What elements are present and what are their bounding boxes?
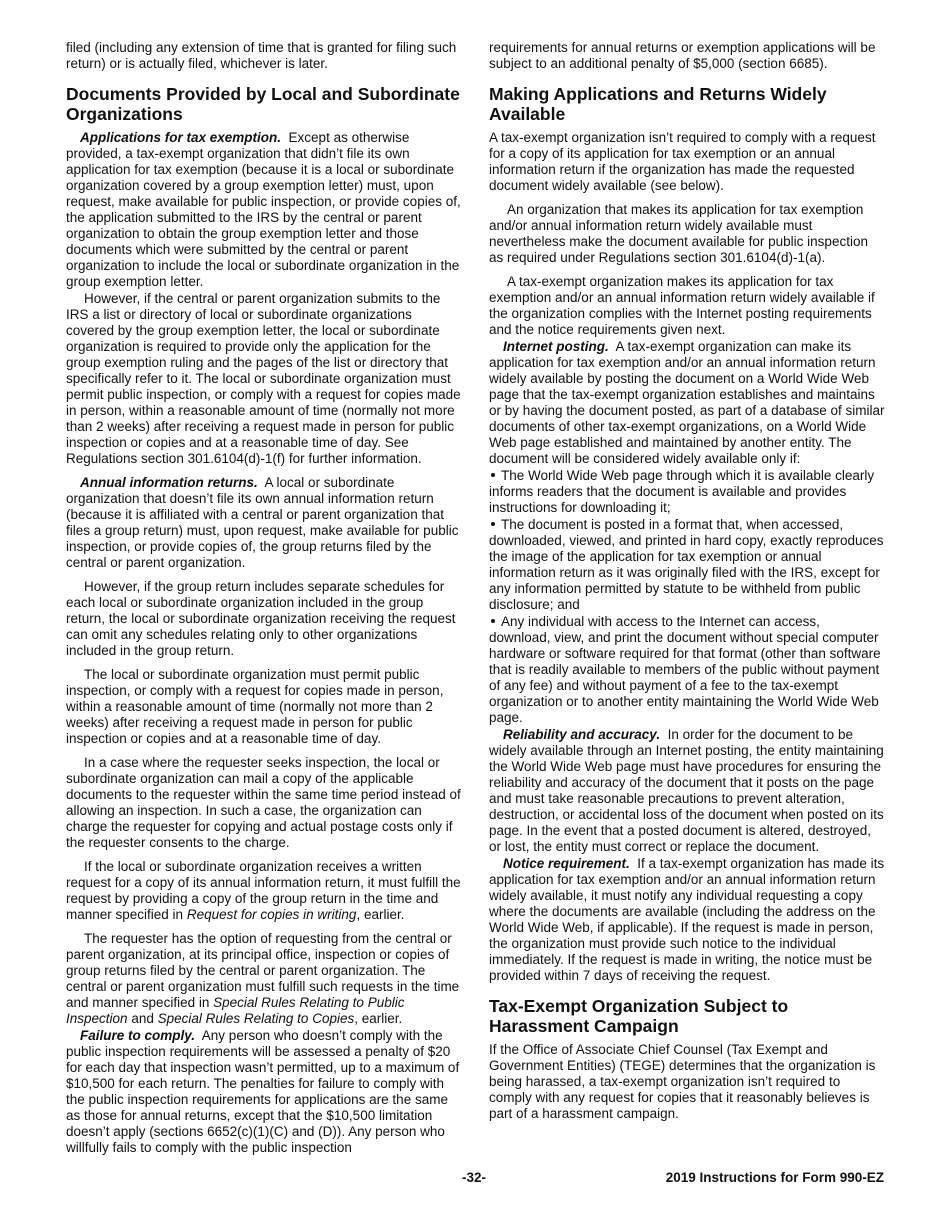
text-notice: If a tax-exempt organization has made its application for tax exemption and/or an annual information return widely available, it must notify any individual requesting a copy where the documents are available (including the address on the World Wide Web, if applicable). If the request is made in person, the organization must provide such notice to the individual immediately. If the request is made in writing, the notice must be provided within 7 days of receiving the request. — [489, 856, 885, 983]
reference-copies: Special Rules Relating to Copies — [157, 1011, 355, 1026]
text-earlier: , earlier. — [354, 1011, 403, 1026]
text-internet: A tax-exempt organization can make its application for tax exemption and/or an annual information return widely available by posting the document on a World Wide Web page that the tax-exempt organization establishes and maintains or by having the document posted, as part of a database of similar documents of other tax-exempt organizations, on a World Wide Web page established and maintained by another entity. The document will be considered widely available only if: — [489, 339, 885, 466]
paragraph-mail-copy: In a case where the requester seeks inspection, the local or subordinate organization can mail a copy of the applicable documents to the requester within the same time period instead of allowing an inspection. In such a case, the organization can charge the requester for copying and actual postage costs only if the requester consents to the charge. — [66, 755, 461, 850]
bullet-item — [489, 517, 885, 613]
bullet-item — [489, 614, 885, 726]
bullet-text: The World Wide Web page through which it is available clearly informs readers that the document is available and provides instructions for downloading it; — [489, 468, 875, 515]
runin-failure: Failure to comply. — [80, 1028, 196, 1043]
runin-reliability: Reliability and accuracy. — [503, 727, 661, 742]
heading-local-subordinate: Documents Provided by Local and Subordinate Organizations — [66, 84, 460, 124]
paragraph-requester-option — [66, 931, 462, 1027]
runin-annual-returns: Annual information returns. — [80, 475, 258, 490]
paragraph-not-required: A tax-exempt organization isn’t required to comply with a request for a copy of its application for tax exemption or an annual information return if the organization has made the requested document widely available (see below). — [489, 130, 876, 193]
paragraph-reliability — [489, 727, 885, 855]
reference-public-inspection: Special Rules Relating to Public Inspection — [66, 995, 405, 1026]
paragraph-nevertheless: An organization that makes its application for tax exemption and/or annual information return widely available must nevertheless make the document available for public inspection as required under Regulations section 301.6104(d)-1(a). — [489, 202, 868, 265]
paragraph-however-central: However, if the central or parent organization submits to the IRS a list or directory of local or subordinate organizations covered by the group exemption letter, the local or subordinate organization is required to provide only the application for the group exemption ruling and the pages of the list or directory that specifically refer to it. The local or subordinate organization must permit public inspection, or comply with a request for copies made in person, within a reasonable amount of time (normally not more than 2 weeks) after receiving a request made in person for public inspection or copies and at a reasonable time of day. See Regulations section 301.6104(d)-1(f) for further information. — [66, 291, 461, 466]
paragraph-continuation: filed (including any extension of time that is granted for filing such return) or is actually filed, whichever is later. — [66, 40, 457, 71]
paragraph-failure-to-comply — [66, 1028, 462, 1156]
paragraph-internet-posting — [489, 339, 885, 467]
bullet-text: The document is posted in a format that, when accessed, downloaded, viewed, and printed in hard copy, exactly reproduces the image of the application for tax exemption or annual information return as it was originally filed with the IRS, except for any information permitted by statute to be withheld from public disclosure; and — [489, 517, 884, 612]
text-applications: Except as otherwise provided, a tax-exempt organization that didn’t file its own application for tax exemption (because it is a local or subordinate organization covered by a group exemption letter) must, upon request, make available for public inspection, or provide copies of, the application submitted to the IRS by the central or parent organization to obtain the group exemption letter and those documents which were submitted by the central or parent organization to include the local or subordinate organization in the group exemption letter. — [66, 130, 461, 289]
right-column — [489, 40, 885, 1130]
bullet-text: Any individual with access to the Internet can access, download, view, and print the document without special computer hardware or software required for that format (other than software that is readily available to members of the public without payment of any fee) and without payment of a fee to the tax-exempt organization or to another entity maintaining the World Wide Web page. — [489, 614, 881, 725]
text-and: and — [131, 1011, 154, 1026]
bullet-icon — [491, 473, 495, 477]
paragraph-written-request — [66, 859, 462, 923]
heading-harassment: Tax-Exempt Organization Subject to Harassment Campaign — [489, 996, 789, 1036]
paragraph-harassment: If the Office of Associate Chief Counsel (Tax Exempt and Government Entities) (TEGE) determines that the organization is being harassed, a tax-exempt organization isn’t required to comply with any request for copies that it reasonably believes is part of a harassment campaign. — [489, 1042, 876, 1121]
bullet-icon — [491, 619, 495, 623]
text-failure: Any person who doesn’t comply with the public inspection requirements will be assessed a penalty of $20 for each day that inspection wasn’t permitted, up to a maximum of $10,500 for each return. The penalties for failure to comply with the public inspection requirements for applications are the same as those for annual returns, except that the $10,500 limitation doesn’t apply (sections 6652(c)(1)(C) and (D)). Any person who willfully fails to comply with the public inspection — [66, 1028, 460, 1155]
paragraph-applications — [66, 130, 462, 290]
page-number: -32- — [462, 1170, 487, 1185]
runin-internet: Internet posting. — [503, 339, 609, 354]
heading-widely-available: Making Applications and Returns Widely Available — [489, 84, 827, 124]
paragraph-annual-returns — [66, 475, 462, 571]
paragraph-permit-inspection: The local or subordinate organization must permit public inspection, or comply with a request for copies made in person, within a reasonable amount of time (normally not more than 2 weeks) after receiving a request made in person for public inspection or copies and at a reasonable time of day. — [66, 667, 444, 746]
text-written-request: If the local or subordinate organization receives a written request for a copy of its annual information return, it must fulfill the request by providing a copy of the group return in the time and manner specified in — [66, 859, 461, 922]
runin-notice: Notice requirement. — [503, 856, 630, 871]
text-reliability: In order for the document to be widely available through an Internet posting, the entity maintaining the World Wide Web page must have procedures for ensuring the reliability and accuracy of the document that it posts on the page and must take reasonable precautions to prevent alteration, destruction, or accidental loss of the document when posted on its page. In the event that a posted document is altered, destroyed, or lost, the entity must correct or replace the document. — [489, 727, 884, 854]
paragraph-makes-available: A tax-exempt organization makes its application for tax exemption and/or an annual information return widely available if the organization complies with the Internet posting requirements and the notice requirements given next. — [489, 274, 875, 337]
bullet-item — [489, 468, 885, 516]
paragraph-however-group: However, if the group return includes separate schedules for each local or subordinate organization included in the group return, the local or subordinate organization receiving the request can omit any schedules relating only to other organizations included in the group return. — [66, 579, 456, 658]
text-requester-option: The requester has the option of requesting from the central or parent organization, at its principal office, inspection or copies of group returns filed by the central or parent organization. The central or parent organization must fulfill such requests in the time and manner specified in — [66, 931, 460, 1010]
paragraph-continuation: requirements for annual returns or exemption applications will be subject to an additional penalty of $5,000 (section 6685). — [489, 40, 876, 71]
runin-applications: Applications for tax exemption. — [80, 130, 282, 145]
reference-copies-in-writing: Request for copies in writing — [186, 907, 357, 922]
text-annual-returns: A local or subordinate organization that doesn’t file its own annual information return (because it is affiliated with a central or parent organization that files a group return) must, upon request, make available for public inspection, or provide copies of, the group returns filed by the central or parent organization. — [66, 475, 459, 570]
paragraph-notice — [489, 856, 885, 984]
form-title: 2019 Instructions for Form 990-EZ — [665, 1170, 884, 1185]
bullet-icon — [491, 522, 495, 526]
text-earlier: , earlier. — [356, 907, 405, 922]
left-column — [66, 40, 462, 1164]
